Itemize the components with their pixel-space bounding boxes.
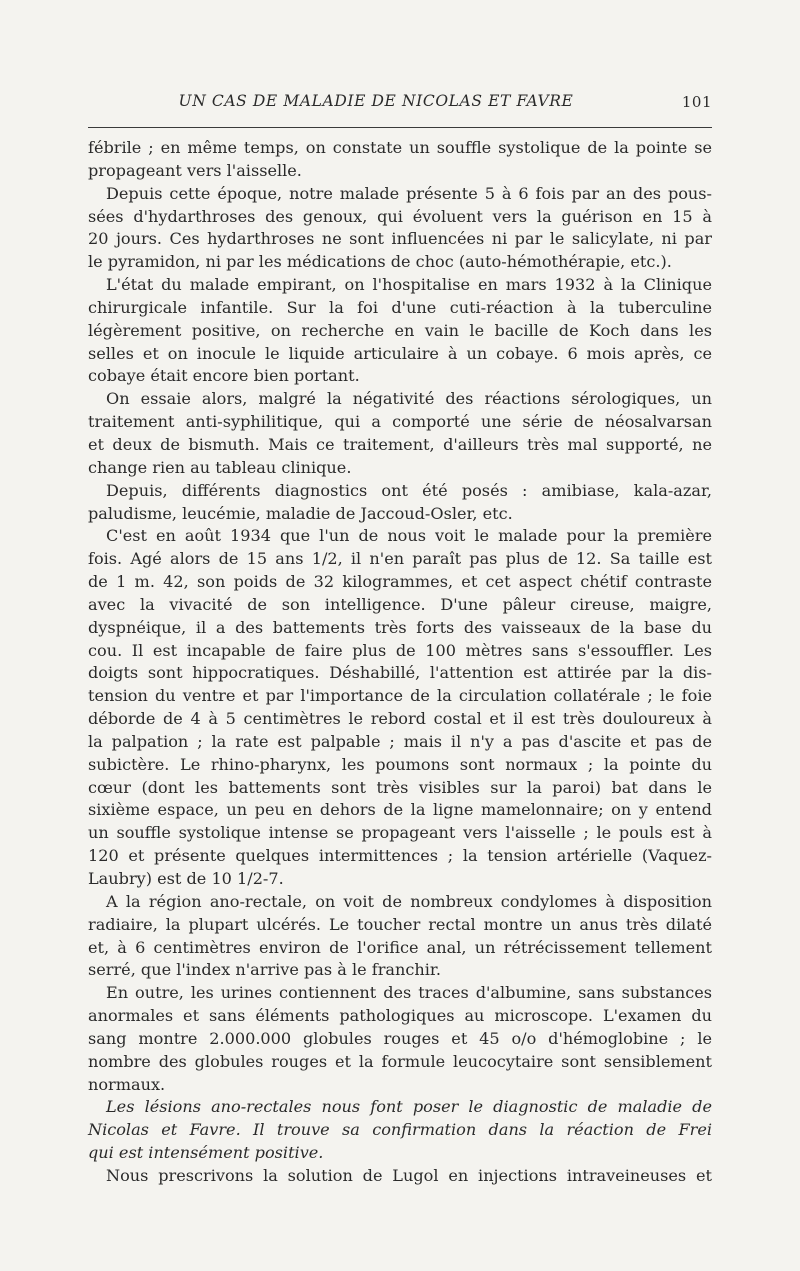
text-line: Nous prescrivons la solution de Lugol en injections intraveineuses et <box>106 1165 712 1185</box>
text-line: L'état du malade empirant, on l'hospitalise en mars 1932 à la Clinique <box>106 275 712 295</box>
text-line: déborde de 4 à 5 centimètres le rebord costal et il est très douloureux à <box>88 709 712 729</box>
text-line: On essaie alors, malgré la négativité des réactions sérologiques, un <box>106 389 712 409</box>
italic-text-line: qui est intensément positive. <box>88 1143 324 1163</box>
text-line: Depuis cette époque, notre malade présente 5 à 6 fois par an des pous- <box>106 183 712 203</box>
text-line: Depuis, différents diagnostics ont été posés : amibiase, kala-azar, <box>106 480 712 500</box>
text-line: paludisme, leucémie, maladie de Jaccoud-Osler, etc. <box>88 503 513 523</box>
text-line: A la région ano-rectale, on voit de nombreux condylomes à disposition <box>106 891 712 911</box>
italic-text-line: Nicolas et Favre. Il trouve sa confirmation dans la réaction de Frei <box>88 1120 712 1140</box>
running-header <box>88 86 712 116</box>
text-line: change rien au tableau clinique. <box>88 457 352 477</box>
text-line: radiaire, la plupart ulcérés. Le toucher rectal montre un anus très dilaté <box>88 914 712 934</box>
italic-text-line: Les lésions ano-rectales nous font poser le diagnostic de maladie de <box>106 1097 712 1117</box>
text-line: selles et on inocule le liquide articulaire à un cobaye. 6 mois après, ce <box>88 343 712 363</box>
text-line: sées d'hydarthroses des genoux, qui évoluent vers la guérison en 15 à <box>88 206 712 226</box>
text-line: de 1 m. 42, son poids de 32 kilogrammes, et cet aspect chétif contraste <box>88 572 712 592</box>
text-line: 20 jours. Ces hydarthroses ne sont influencées ni par le salicylate, ni par <box>88 229 712 249</box>
text-line: propageant vers l'aisselle. <box>88 160 302 180</box>
text-line: En outre, les urines contiennent des traces d'albumine, sans substances <box>106 983 712 1003</box>
text-line: dyspnéique, il a des battements très forts des vaisseaux de la base du <box>88 617 712 637</box>
text-line: cœur (dont les battements sont très visibles sur la paroi) bat dans le <box>88 777 712 797</box>
text-line: 120 et présente quelques intermittences ; la tension artérielle (Vaquez- <box>88 846 712 866</box>
text-line: fébrile ; en même temps, on constate un souffle systolique de la pointe se <box>88 138 712 157</box>
text-line: avec la vivacité de son intelligence. D'une pâleur cireuse, maigre, <box>88 594 712 614</box>
text-line: le pyramidon, ni par les médications de choc (auto-hémothérapie, etc.). <box>88 252 672 272</box>
text-line: un souffle systolique intense se propageant vers l'aisselle ; le pouls est à <box>88 823 712 843</box>
text-line: chirurgicale infantile. Sur la foi d'une cuti-réaction à la tuberculine <box>88 297 712 317</box>
text-line: traitement anti-syphilitique, qui a comporté une série de néosalvarsan <box>88 412 712 432</box>
page-number: 101 <box>681 93 712 111</box>
text-line: subictère. Le rhino-pharynx, les poumons sont normaux ; la pointe du <box>88 754 712 774</box>
body-text <box>88 137 712 1188</box>
text-line: sixième espace, un peu en dehors de la ligne mamelonnaire; on y entend <box>88 800 712 820</box>
text-line: légèrement positive, on recherche en vain le bacille de Koch dans les <box>88 320 712 340</box>
text-line: serré, que l'index n'arrive pas à le franchir. <box>88 960 441 980</box>
text-line: cou. Il est incapable de faire plus de 100 mètres sans s'essouffler. Les <box>88 640 712 660</box>
text-line: sang montre 2.000.000 globules rouges et 45 o/o d'hémoglobine ; le <box>88 1028 712 1048</box>
text-line: cobaye était encore bien portant. <box>88 366 360 386</box>
text-line: anormales et sans éléments pathologiques au microscope. L'examen du <box>88 1006 712 1026</box>
text-line: et, à 6 centimètres environ de l'orifice anal, un rétrécissement tellement <box>88 937 712 957</box>
text-line: C'est en août 1934 que l'un de nous voit le malade pour la première <box>106 526 712 546</box>
text-line: fois. Agé alors de 15 ans 1/2, il n'en paraît pas plus de 12. Sa taille est <box>88 549 712 569</box>
running-title: UN CAS DE MALADIE DE NICOLAS ET FAVRE <box>178 92 574 110</box>
text-line: la palpation ; la rate est palpable ; mais il n'y a pas d'ascite et pas de <box>88 731 712 751</box>
text-line: Laubry) est de 10 1/2-7. <box>88 869 284 888</box>
text-line: doigts sont hippocratiques. Déshabillé, l'attention est attirée par la dis- <box>88 663 712 683</box>
text-line: et deux de bismuth. Mais ce traitement, d'ailleurs très mal supporté, ne <box>88 434 712 454</box>
text-line: nombre des globules rouges et la formule leucocytaire sont sensiblement <box>88 1051 712 1071</box>
header-rule <box>88 127 712 128</box>
text-line: normaux. <box>88 1074 166 1094</box>
text-line: tension du ventre et par l'importance de la circulation collatérale ; le foie <box>88 686 712 706</box>
